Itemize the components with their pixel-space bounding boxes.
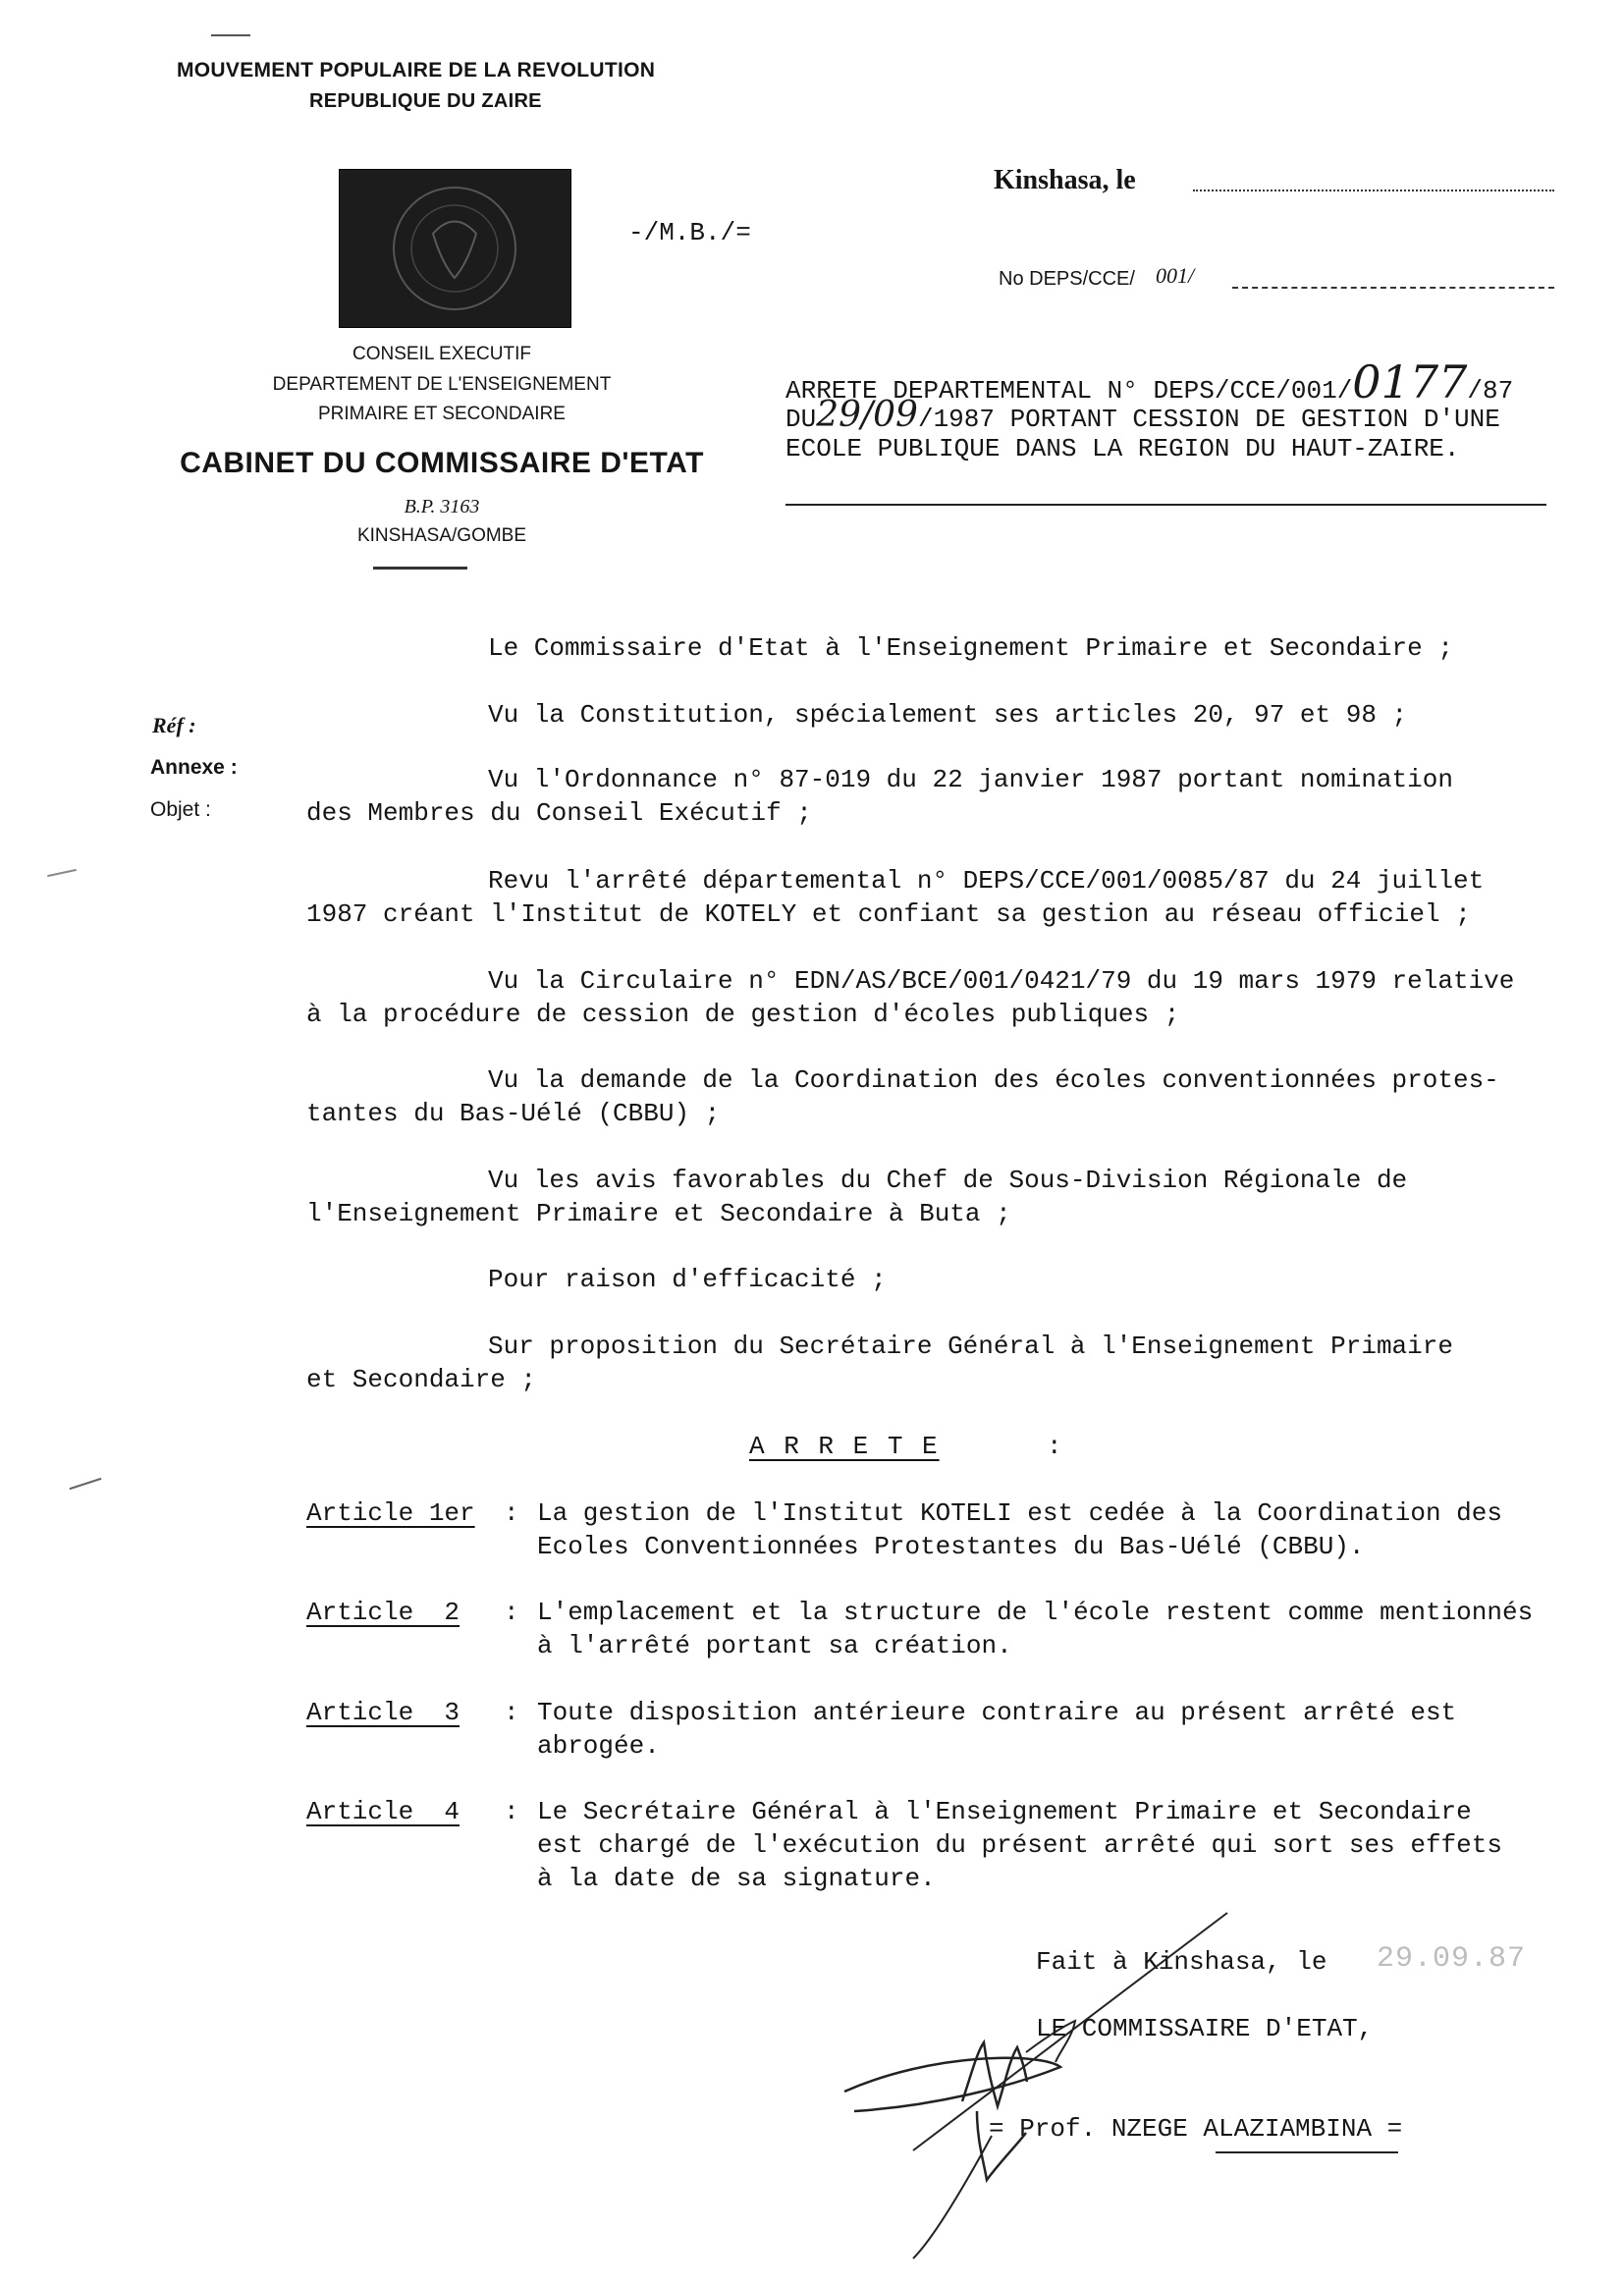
fait-a-kinshasa: Fait à Kinshasa, le	[1036, 1947, 1327, 1977]
title-number-handwritten: 0177	[1352, 355, 1468, 408]
scan-mark	[47, 869, 77, 877]
preamble-revu-line2: 1987 créant l'Institut de KOTELY et confiant sa gestion au réseau officiel ;	[306, 899, 1471, 929]
commissaire-title: LE COMMISSAIRE D'ETAT,	[1036, 2014, 1374, 2043]
reference-no-handwritten: 001/	[1156, 263, 1195, 288]
article-1-colon: :	[504, 1498, 519, 1528]
preamble-demande-line1: Vu la demande de la Coordination des écoles conventionnées protes-	[488, 1065, 1499, 1095]
title-line2-suffix: /1987 PORTANT CESSION DE GESTION D'UNE	[917, 405, 1500, 434]
article-4-label: Article 4	[306, 1797, 460, 1826]
article-3-text-line2: abrogée.	[537, 1731, 660, 1761]
city-label: KINSHASA/GOMBE	[356, 525, 527, 546]
preamble-proposition-line2: et Secondaire ;	[306, 1365, 537, 1394]
preamble-avis-line1: Vu les avis favorables du Chef de Sous-Division Régionale de	[488, 1166, 1408, 1195]
preamble-ordonnance-line1: Vu l'Ordonnance n° 87-019 du 22 janvier 1987 portant nomination	[488, 765, 1453, 794]
article-2-text-line1: L'emplacement et la structure de l'école restent comme mentionnés	[537, 1598, 1534, 1627]
title-line2-prefix: DU	[785, 405, 817, 434]
signatory-name-text: = Prof. NZEGE ALAZIAMBINA =	[989, 2114, 1403, 2144]
article-3-colon: :	[504, 1698, 519, 1727]
title-line1-prefix: ARRETE DEPARTEMENTAL N° DEPS/CCE/001/	[785, 376, 1353, 406]
title-line1-suffix: /87	[1467, 376, 1514, 406]
cabinet-title: CABINET DU COMMISSAIRE D'ETAT	[180, 447, 704, 479]
article-2-label: Article 2	[306, 1598, 460, 1627]
title-rule	[785, 504, 1546, 506]
article-4-text-line3: à la date de sa signature.	[537, 1864, 936, 1893]
bp-label: B.P. 3163	[404, 496, 480, 517]
divider	[373, 567, 467, 570]
arrete-heading: A R R E T E	[749, 1432, 940, 1461]
mb-reference: -/M.B./=	[628, 218, 751, 247]
preamble-demande-line2: tantes du Bas-Uélé (CBBU) ;	[306, 1099, 721, 1128]
article-2-text-line2: à l'arrêté portant sa création.	[537, 1631, 1012, 1660]
preamble-commissaire: Le Commissaire d'Etat à l'Enseignement Primaire et Secondaire ;	[488, 633, 1453, 663]
article-4-text-line2: est chargé de l'exécution du présent arrêté qui sort ses effets	[537, 1830, 1502, 1860]
reference-blank	[1232, 287, 1554, 289]
preamble-efficacite: Pour raison d'efficacité ;	[488, 1265, 887, 1294]
article-4-text-line1: Le Secrétaire Général à l'Enseignement Primaire et Secondaire	[537, 1797, 1472, 1826]
letterhead-line1: MOUVEMENT POPULAIRE DE LA REVOLUTION	[177, 59, 656, 82]
preamble-ordonnance-line2: des Membres du Conseil Exécutif ;	[306, 798, 812, 828]
arrete-colon: :	[1047, 1432, 1062, 1461]
ref-label: Réf :	[152, 713, 196, 737]
article-1-label: Article 1er	[306, 1498, 475, 1528]
place-date-label: Kinshasa, le	[994, 165, 1136, 195]
primaire-label: PRIMAIRE ET SECONDAIRE	[318, 404, 566, 424]
scan-mark	[70, 1478, 102, 1490]
handwritten-signature	[815, 1905, 1306, 2278]
reference-no-label: No DEPS/CCE/	[999, 268, 1135, 290]
preamble-circulaire-line2: à la procédure de cession de gestion d'écoles publiques ;	[306, 1000, 1180, 1029]
objet-label: Objet :	[150, 798, 211, 821]
article-3-label: Article 3	[306, 1698, 460, 1727]
scan-mark	[211, 34, 250, 36]
title-line3: ECOLE PUBLIQUE DANS LA REGION DU HAUT-ZAIRE.	[785, 434, 1460, 463]
departement-label: DEPARTEMENT DE L'ENSEIGNEMENT	[272, 374, 612, 395]
article-1-text-line1: La gestion de l'Institut KOTELI est cedée à la Coordination des	[537, 1498, 1502, 1528]
preamble-avis-line2: l'Enseignement Primaire et Secondaire à Buta ;	[306, 1199, 1011, 1228]
article-3-text-line1: Toute disposition antérieure contraire au présent arrêté est	[537, 1698, 1457, 1727]
annexe-label: Annexe :	[150, 756, 238, 779]
article-2-colon: :	[504, 1598, 519, 1627]
article-4-colon: :	[504, 1797, 519, 1826]
emblem-image	[339, 169, 571, 328]
title-line2	[785, 395, 1500, 436]
faded-stamp-date: 29.09.87	[1377, 1942, 1527, 1976]
preamble-revu-line1: Revu l'arrêté départemental n° DEPS/CCE/001/0085/87 du 24 juillet	[488, 866, 1485, 896]
title-date-handwritten: 29/09	[816, 395, 918, 435]
preamble-constitution: Vu la Constitution, spécialement ses articles 20, 97 et 98 ;	[488, 700, 1408, 730]
emblem-seal-icon	[340, 170, 570, 327]
conseil-executif: CONSEIL EXECUTIF	[352, 344, 531, 364]
preamble-proposition-line1: Sur proposition du Secrétaire Général à l'Enseignement Primaire	[488, 1332, 1453, 1361]
letterhead-line2: REPUBLIQUE DU ZAIRE	[309, 90, 542, 112]
date-blank	[1193, 190, 1554, 191]
article-1-text-line2: Ecoles Conventionnées Protestantes du Bas-Uélé (CBBU).	[537, 1532, 1365, 1561]
preamble-circulaire-line1: Vu la Circulaire n° EDN/AS/BCE/001/0421/79 du 19 mars 1979 relative	[488, 966, 1515, 996]
